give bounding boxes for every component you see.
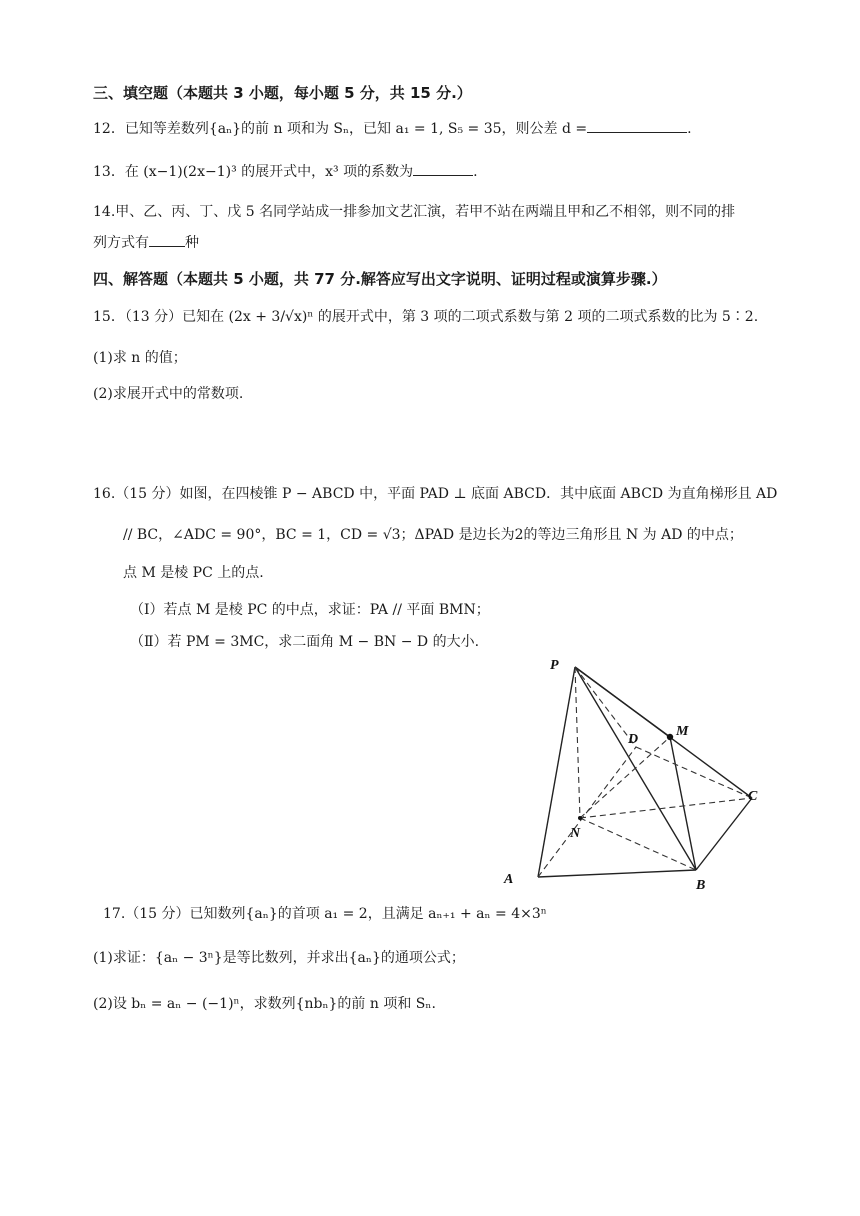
q14-suffix: 种 [185,235,199,251]
edge-BM [670,737,696,870]
edge-NM [580,737,670,818]
question-15-part1: (1)求 n 的值； [93,350,187,366]
point-N [578,816,582,820]
question-12 [93,121,692,138]
label-M: M [676,724,689,739]
question-13 [93,164,478,181]
edge-PA [538,667,575,877]
q13-text: 13．在 (x−1)(2x−1)³ 的展开式中，x³ 项的系数为 [93,164,414,180]
edge-AD [538,747,636,877]
edge-NC [580,798,752,818]
edge-PD [575,667,639,747]
question-17-part1: (1)求证：{aₙ − 3ⁿ}是等比数列，并求出{aₙ}的通项公式； [93,950,465,966]
question-14-line1: 14.甲、乙、丙、丁、戊 5 名同学站成一排参加文艺汇演，若甲不站在两端且甲和乙不相邻，则不同的排 [93,204,736,220]
question-15-part2: (2)求展开式中的常数项. [93,386,244,402]
pyramid-figure [500,655,780,890]
q12-end: . [687,121,692,137]
question-17-stem: 17.（15 分）已知数列{aₙ}的首项 a₁ = 2，且满足 aₙ₊₁ + aₙ = 4×3ⁿ [103,906,547,922]
edge-PM-inner [575,667,670,737]
label-P: P [550,658,559,673]
edge-BC [696,798,752,870]
question-15-stem: 15．（13 分）已知在 (2x + 3/√x)ⁿ 的展开式中，第 3 项的二项式系数与第 2 项的二项式系数的比为 5∶2. [93,309,759,325]
q14-prefix: 列方式有 [93,235,149,251]
label-A: A [504,872,514,887]
section3-heading: 三、填空题（本题共 3 小题，每小题 5 分，共 15 分.） [93,84,472,102]
label-N: N [570,826,581,841]
question-16-line2: // BC，∠ADC = 90°，BC = 1，CD = √3；ΔPAD 是边长为2的等边三角形且 N 为 AD 的中点； [123,527,743,543]
point-M [667,734,673,740]
label-D: D [628,732,639,747]
q13-end: . [473,164,478,180]
question-16-line3: 点 M 是棱 PC 上的点. [123,565,264,581]
q13-answer-blank[interactable] [413,175,473,176]
q12-text: 12．已知等差数列{aₙ}的前 n 项和为 Sₙ，已知 a₁ = 1, S₅ = 35，则公差 d = [93,121,588,137]
q14-answer-blank[interactable] [149,246,185,247]
section4-heading: 四、解答题（本题共 5 小题，共 77 分.解答应写出文字说明、证明过程或演算步骤.） [93,270,667,288]
edge-AB [538,870,696,877]
question-17-part2: (2)设 bₙ = aₙ − (−1)ⁿ，求数列{nbₙ}的前 n 项和 Sₙ. [93,996,436,1012]
pyramid-diagram [500,655,780,890]
question-16-part2: （Ⅱ）若 PM = 3MC，求二面角 M − BN − D 的大小. [130,634,480,650]
label-B: B [696,878,706,890]
q12-answer-blank[interactable] [587,132,687,133]
question-16-line1: 16.（15 分）如图，在四棱锥 P − ABCD 中，平面 PAD ⊥ 底面 ABCD．其中底面 ABCD 为直角梯形且 AD [93,486,778,502]
edge-PN [575,667,580,818]
question-14-line2 [93,235,199,252]
edge-NB [580,818,696,870]
label-C: C [748,789,758,804]
question-16-part1: （Ⅰ）若点 M 是棱 PC 的中点，求证：PA // 平面 BMN； [130,602,490,618]
